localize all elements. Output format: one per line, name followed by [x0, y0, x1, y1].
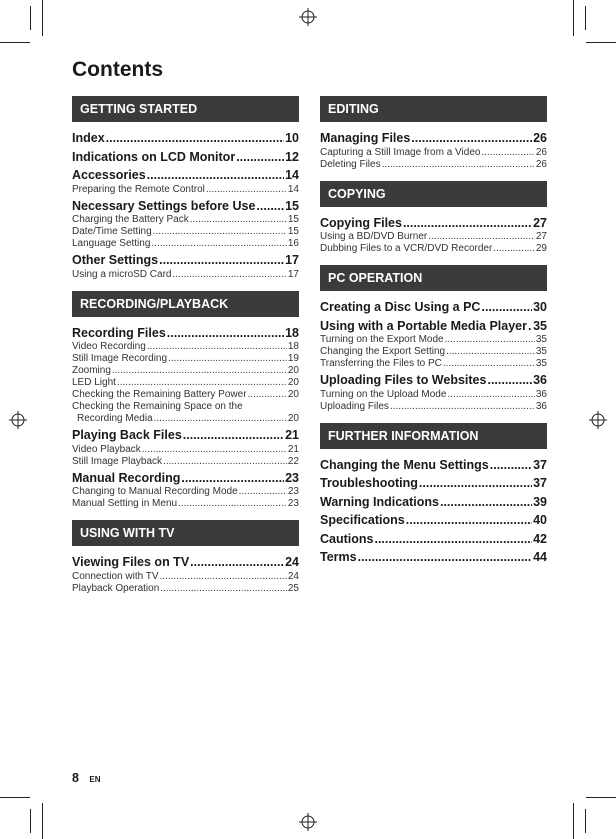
entry-page-number: 16: [287, 238, 299, 249]
crop-mark: [585, 809, 586, 833]
dot-leader: [163, 456, 287, 468]
entry-label: Using a BD/DVD Burner: [320, 231, 428, 242]
entry-label: Using a microSD Card: [72, 268, 172, 280]
toc-subentry[interactable]: [72, 353, 299, 365]
crop-mark: [585, 6, 586, 30]
toc-entry[interactable]: [72, 167, 299, 184]
toc-section: [320, 423, 547, 566]
dot-leader: [154, 413, 287, 425]
toc-subentry[interactable]: [72, 413, 299, 425]
entry-label: Troubleshooting: [320, 476, 418, 490]
toc-subentry[interactable]: [72, 583, 299, 595]
section-header: GETTING STARTED: [72, 96, 299, 122]
entry-label: Checking the Remaining Battery Power: [72, 389, 247, 400]
toc-subentry[interactable]: [72, 377, 299, 389]
toc-subentry[interactable]: [320, 389, 547, 401]
section-header: RECORDING/PLAYBACK: [72, 291, 299, 317]
toc-subentry[interactable]: [72, 269, 299, 281]
toc-subentry[interactable]: [320, 401, 547, 413]
toc-subentry[interactable]: [72, 341, 299, 353]
dot-leader: [147, 167, 284, 184]
toc-entry[interactable]: [72, 470, 299, 487]
toc-entry[interactable]: [320, 494, 547, 511]
entry-page-number: 20: [287, 389, 299, 400]
entry-label: Creating a Disc Using a PC: [320, 300, 481, 314]
crop-mark: [42, 803, 43, 839]
dot-leader: [487, 372, 532, 389]
toc-entry[interactable]: [320, 457, 547, 474]
entry-page-number: 12: [285, 149, 299, 164]
crop-mark: [30, 809, 31, 833]
dot-leader: [159, 252, 284, 269]
entry-page-number: 23: [287, 486, 299, 497]
entry-label: Managing Files: [320, 131, 411, 145]
entry-page-number: 20: [287, 377, 299, 388]
dot-leader: [374, 531, 532, 548]
registration-mark-icon: [299, 8, 317, 26]
entry-label: Viewing Files on TV: [72, 555, 190, 569]
crop-mark: [586, 797, 616, 798]
entry-label: Capturing a Still Image from a Video: [320, 146, 481, 158]
entry-page-number: 21: [287, 443, 299, 455]
entry-page-number: 44: [533, 550, 547, 564]
section-header: FURTHER INFORMATION: [320, 423, 547, 449]
registration-mark-icon: [589, 411, 607, 429]
entry-label: Copying Files: [320, 215, 402, 230]
dot-leader: [528, 318, 532, 335]
entry-label: Uploading Files: [320, 400, 389, 412]
toc-entry[interactable]: [320, 531, 547, 548]
dot-leader: [440, 494, 532, 511]
entry-label: Still Image Playback: [72, 455, 163, 467]
toc-subentry[interactable]: [320, 147, 547, 159]
toc-subentry[interactable]: [320, 358, 547, 370]
page-title: Contents: [72, 58, 163, 81]
dot-leader: [256, 198, 284, 215]
entry-label: Playing Back Files: [72, 428, 182, 442]
entry-page-number: 10: [285, 131, 299, 145]
entry-label: Other Settings: [72, 253, 159, 267]
entry-page-number: 20: [287, 413, 299, 424]
toc-entry[interactable]: [320, 215, 547, 232]
entry-page-number: 27: [535, 231, 547, 242]
toc-entry[interactable]: [320, 475, 547, 492]
crop-mark: [0, 797, 30, 798]
dot-leader: [168, 353, 287, 365]
dot-leader: [112, 365, 287, 377]
toc-entry[interactable]: [72, 130, 299, 147]
entry-page-number: 26: [535, 146, 547, 158]
entry-label: Dubbing Files to a VCR/DVD Recorder: [320, 243, 493, 254]
toc-entry[interactable]: [320, 512, 547, 529]
entry-label: Manual Setting in Menu: [72, 498, 178, 509]
entry-page-number: 18: [285, 325, 299, 340]
entry-label: Indications on LCD Monitor: [72, 149, 236, 164]
dot-leader: [190, 214, 287, 226]
dot-leader: [239, 486, 287, 498]
dot-leader: [390, 401, 535, 413]
entry-label: Recording Media: [77, 413, 153, 424]
toc-subentry[interactable]: [320, 159, 547, 171]
dot-leader: [117, 377, 287, 389]
entry-page-number: 18: [287, 341, 299, 352]
page-footer: [72, 769, 101, 787]
toc-subentry[interactable]: [72, 226, 299, 238]
entry-page-number: 15: [287, 214, 299, 225]
toc-entry[interactable]: [320, 318, 547, 335]
dot-leader: [236, 149, 284, 166]
dot-leader: [142, 444, 287, 456]
dot-leader: [419, 475, 532, 492]
entry-page-number: 17: [287, 268, 299, 280]
entry-page-number: 15: [285, 198, 299, 213]
toc-subentry[interactable]: [72, 214, 299, 226]
entry-page-number: 21: [285, 428, 299, 442]
toc-entry[interactable]: [320, 299, 547, 316]
entry-label: Terms: [320, 550, 357, 564]
toc-section: [320, 265, 547, 413]
dot-leader: [151, 238, 286, 250]
entry-label: Specifications: [320, 513, 405, 527]
entry-label: Charging the Battery Pack: [72, 214, 189, 225]
toc-entry[interactable]: [72, 149, 299, 166]
crop-mark: [573, 803, 574, 839]
toc-subentry[interactable]: [320, 346, 547, 358]
entry-label: Changing the Export Setting: [320, 346, 446, 357]
dot-leader: [190, 554, 284, 571]
entry-label: Cautions: [320, 531, 374, 546]
entry-label: Uploading Files to Websites: [320, 373, 487, 387]
entry-page-number: 14: [285, 168, 299, 182]
entry-page-number: 23: [287, 498, 299, 509]
toc-entry[interactable]: [72, 198, 299, 215]
toc-entry[interactable]: [72, 252, 299, 269]
toc-section: [72, 291, 299, 511]
toc-subentry[interactable]: [72, 486, 299, 498]
toc-section: [320, 181, 547, 256]
registration-mark-icon: [9, 411, 27, 429]
entry-page-number: 27: [533, 215, 547, 230]
entry-label: Warning Indications: [320, 494, 439, 509]
dot-leader: [172, 269, 286, 281]
entry-label: Turning on the Export Mode: [320, 334, 444, 345]
entry-page-number: 17: [285, 253, 299, 267]
toc-subentry[interactable]: [72, 498, 299, 510]
entry-label: Accessories: [72, 168, 146, 182]
entry-label: Video Playback: [72, 443, 141, 455]
toc-entry[interactable]: [72, 427, 299, 444]
dot-leader: [160, 571, 287, 583]
entry-page-number: 20: [287, 365, 299, 376]
dot-leader: [153, 226, 287, 238]
dot-leader: [411, 130, 532, 147]
section-header: PC OPERATION: [320, 265, 547, 291]
toc-subentry[interactable]: [320, 334, 547, 346]
dot-leader: [443, 358, 535, 370]
entry-page-number: 42: [533, 531, 547, 546]
toc-subentry[interactable]: [72, 401, 299, 413]
crop-mark: [586, 42, 616, 43]
entry-page-number: 14: [287, 183, 299, 195]
entry-page-number: 35: [533, 318, 547, 333]
crop-mark: [0, 42, 30, 43]
dot-leader: [406, 512, 532, 529]
dot-leader: [446, 346, 535, 358]
entry-page-number: 26: [533, 131, 547, 145]
page-number: 8: [72, 771, 79, 785]
entry-label: Changing the Menu Settings: [320, 457, 489, 472]
entry-page-number: 23: [285, 470, 299, 485]
toc-section: [72, 520, 299, 595]
toc-subentry[interactable]: [72, 389, 299, 401]
registration-mark-icon: [299, 813, 317, 831]
entry-label: Turning on the Upload Mode: [320, 388, 447, 400]
entry-label: Zooming: [72, 365, 111, 376]
toc-subentry[interactable]: [320, 243, 547, 255]
dot-leader: [358, 549, 533, 566]
entry-page-number: 15: [287, 226, 299, 237]
toc-entry[interactable]: [320, 549, 547, 566]
toc-section: [72, 96, 299, 281]
entry-label: Index: [72, 131, 105, 145]
toc-subentry[interactable]: [72, 365, 299, 377]
entry-page-number: 22: [287, 455, 299, 467]
dot-leader: [147, 341, 287, 353]
entry-page-number: 35: [535, 346, 547, 357]
entry-page-number: 35: [535, 358, 547, 369]
entry-label: Recording Files: [72, 325, 166, 340]
dot-leader: [447, 389, 534, 401]
toc-section: [320, 96, 547, 171]
dot-leader: [490, 457, 532, 474]
entry-label: Using with a Portable Media Player: [320, 318, 528, 333]
toc-entry[interactable]: [72, 325, 299, 342]
dot-leader: [160, 583, 287, 595]
entry-page-number: 36: [533, 373, 547, 387]
dot-leader: [181, 470, 284, 487]
entry-page-number: 37: [533, 457, 547, 472]
entry-label: Still Image Recording: [72, 353, 168, 364]
entry-label: Playback Operation: [72, 582, 160, 594]
toc-subentry[interactable]: [72, 238, 299, 250]
entry-label: LED Light: [72, 377, 116, 388]
entry-label: Deleting Files: [320, 158, 381, 170]
crop-mark: [42, 0, 43, 36]
entry-page-number: 30: [533, 300, 547, 314]
entry-page-number: 39: [533, 494, 547, 509]
toc-entry[interactable]: [320, 372, 547, 389]
toc-subentry[interactable]: [72, 444, 299, 456]
entry-label: Manual Recording: [72, 470, 181, 485]
toc-subentry[interactable]: [72, 456, 299, 468]
entry-page-number: 26: [535, 158, 547, 170]
dot-leader: [481, 299, 532, 316]
entry-page-number: 36: [535, 400, 547, 412]
crop-mark: [30, 6, 31, 30]
section-header: EDITING: [320, 96, 547, 122]
crop-mark: [573, 0, 574, 36]
dot-leader: [445, 334, 535, 346]
dot-leader: [167, 325, 284, 342]
entry-label: Transferring the Files to PC: [320, 358, 442, 369]
entry-label: Connection with TV: [72, 570, 159, 582]
dot-leader: [382, 159, 535, 171]
toc-column-right: [320, 96, 547, 576]
toc-column-left: [72, 96, 299, 605]
entry-label: Date/Time Setting: [72, 226, 152, 237]
entry-label: Changing to Manual Recording Mode: [72, 486, 238, 497]
dot-leader: [206, 184, 287, 196]
entry-label: Checking the Remaining Space on the: [72, 401, 243, 412]
section-header: COPYING: [320, 181, 547, 207]
dot-leader: [481, 147, 534, 159]
dot-leader: [493, 243, 535, 255]
section-header: USING WITH TV: [72, 520, 299, 546]
dot-leader: [106, 130, 284, 147]
dot-leader: [403, 215, 532, 232]
entry-page-number: 36: [535, 388, 547, 400]
toc-subentry[interactable]: [320, 231, 547, 243]
toc-entry[interactable]: [320, 130, 547, 147]
language-code: EN: [89, 775, 101, 784]
entry-page-number: 24: [287, 570, 299, 582]
entry-label: Video Recording: [72, 341, 146, 352]
entry-page-number: 40: [533, 513, 547, 527]
entry-page-number: 25: [287, 582, 299, 594]
entry-page-number: 37: [533, 476, 547, 490]
dot-leader: [183, 427, 284, 444]
dot-leader: [248, 389, 287, 401]
entry-label: Necessary Settings before Use: [72, 198, 256, 213]
entry-page-number: 29: [535, 243, 547, 254]
entry-label: Preparing the Remote Control: [72, 183, 205, 195]
toc-subentry[interactable]: [72, 571, 299, 583]
toc-subentry[interactable]: [72, 184, 299, 196]
dot-leader: [428, 231, 535, 243]
entry-page-number: 19: [287, 353, 299, 364]
entry-page-number: 35: [535, 334, 547, 345]
entry-page-number: 24: [285, 555, 299, 569]
entry-label: Language Setting: [72, 238, 151, 249]
toc-entry[interactable]: [72, 554, 299, 571]
dot-leader: [178, 498, 287, 510]
